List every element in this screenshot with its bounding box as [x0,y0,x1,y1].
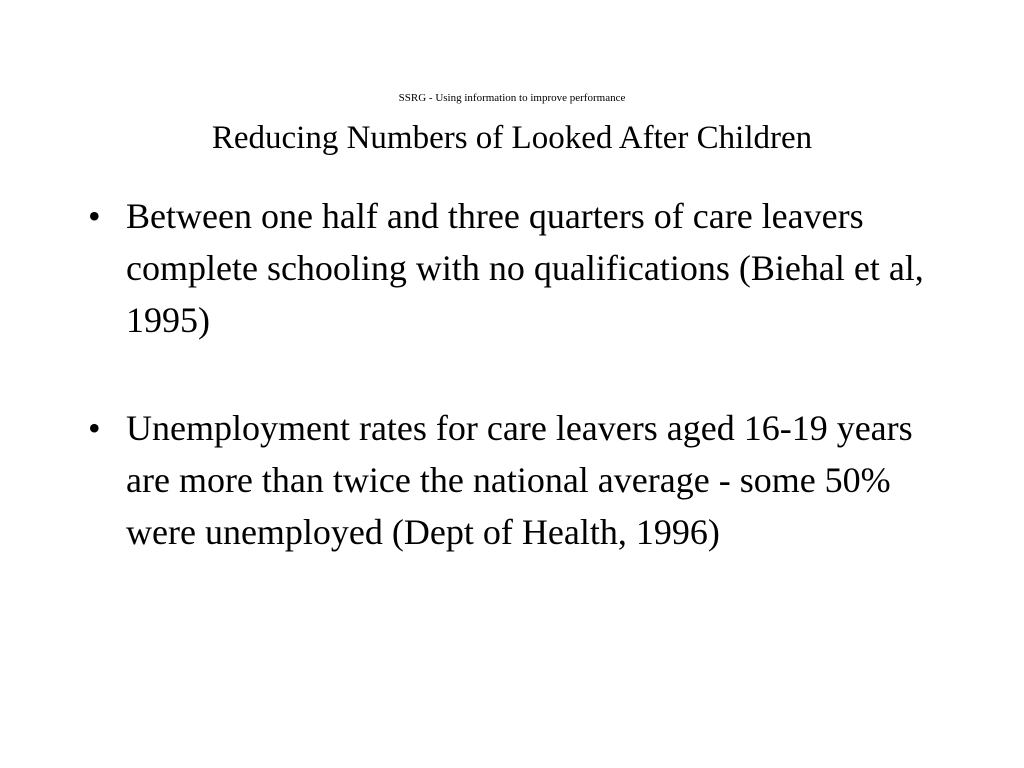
slide-title: Reducing Numbers of Looked After Children [211,120,813,156]
header-note: SSRG - Using information to improve performance [398,92,626,104]
bullet-icon: • [88,408,101,448]
bullet-list [84,190,964,558]
bullet-item-2 [84,402,964,558]
bullet-text-2: Unemployment rates for care leavers aged 16-19 years are more than twice the national average - some 50% were unemployed (Dept of Health, 1996) [126,408,913,552]
bullet-item-1 [84,190,964,346]
bullet-icon: • [88,196,101,236]
bullet-text-1: Between one half and three quarters of care leavers complete schooling with no qualifications (Biehal et al, 1995) [126,196,924,340]
